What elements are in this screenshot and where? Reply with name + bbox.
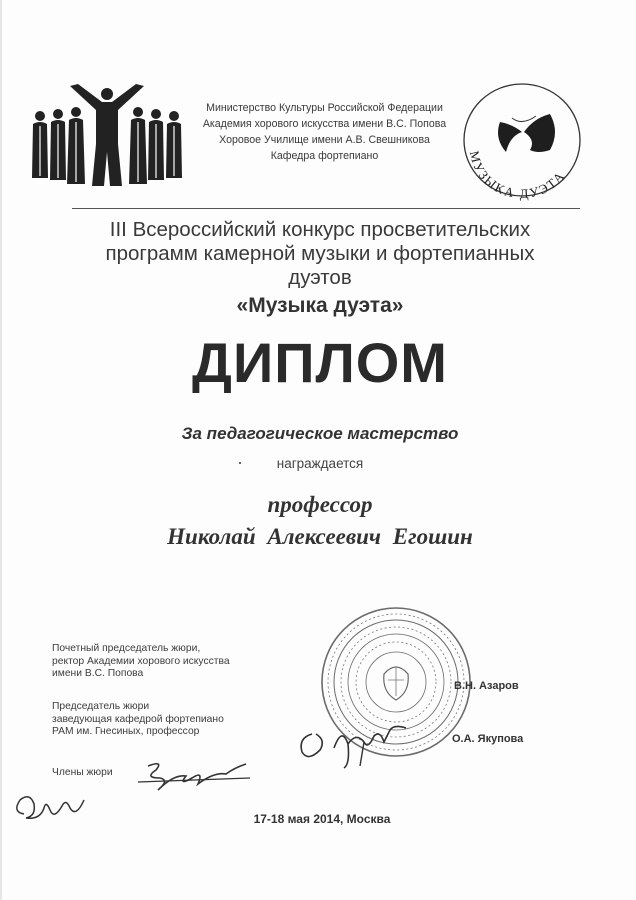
jury-chair-line: имени В.С. Попова bbox=[52, 668, 144, 679]
org-line-academy: Академия хорового искусства имени В.С. Попова bbox=[202, 118, 447, 130]
signature-icon bbox=[294, 712, 414, 772]
jury-head-line: заведующая кафедрой фортепиано bbox=[52, 713, 224, 725]
recipient-rank: профессор bbox=[267, 492, 373, 517]
jury-chair-name: В.Н. Азаров bbox=[454, 680, 519, 692]
diploma-title: ДИПЛОМ bbox=[192, 331, 448, 394]
organization-block bbox=[192, 100, 457, 164]
signature-icon bbox=[10, 790, 90, 826]
recipient-name: Николай Алексеевич Егошин bbox=[167, 524, 473, 549]
org-line-college: Хоровое Училище имени А.В. Свешникова bbox=[219, 134, 430, 146]
contest-title bbox=[32, 218, 608, 290]
nomination: За педагогическое мастерство bbox=[181, 424, 459, 443]
jury-head-name: О.А. Якупова bbox=[452, 733, 524, 745]
choir-logo-icon bbox=[30, 82, 185, 190]
contest-title-line: III Всероссийский конкурс просветительских bbox=[109, 218, 531, 241]
contest-title-line: дуэтов bbox=[288, 266, 352, 289]
awarded-label: награждается bbox=[276, 456, 364, 471]
jury-members-label: Члены жюри bbox=[52, 767, 113, 778]
header-divider bbox=[72, 208, 580, 209]
org-line-department: Кафедра фортепиано bbox=[270, 150, 379, 162]
emblem-text: МУЗЫКА ДУЭТА bbox=[466, 149, 569, 202]
contest-name: «Музыка дуэта» bbox=[236, 294, 404, 317]
contest-title-line: программ камерной музыки и фортепианных bbox=[105, 242, 535, 265]
music-duet-emblem-icon bbox=[450, 78, 590, 204]
jury-head-line: Председатель жюри bbox=[52, 701, 150, 712]
org-line-ministry: Министерство Культуры Российской Федерации bbox=[206, 102, 443, 114]
jury-head-line: РАМ им. Гнесиных, профессор bbox=[52, 726, 200, 737]
signature-icon bbox=[134, 756, 254, 796]
jury-chair-title bbox=[52, 643, 230, 681]
svg-text:МУЗЫКА ДУЭТА bbox=[467, 149, 568, 201]
jury-chair-line: Почетный председатель жюри, bbox=[52, 643, 201, 654]
date-place: 17-18 мая 2014, Москва bbox=[253, 812, 391, 826]
jury-head-title bbox=[52, 701, 224, 739]
jury-chair-line: ректор Академии хорового искусства bbox=[52, 655, 230, 667]
